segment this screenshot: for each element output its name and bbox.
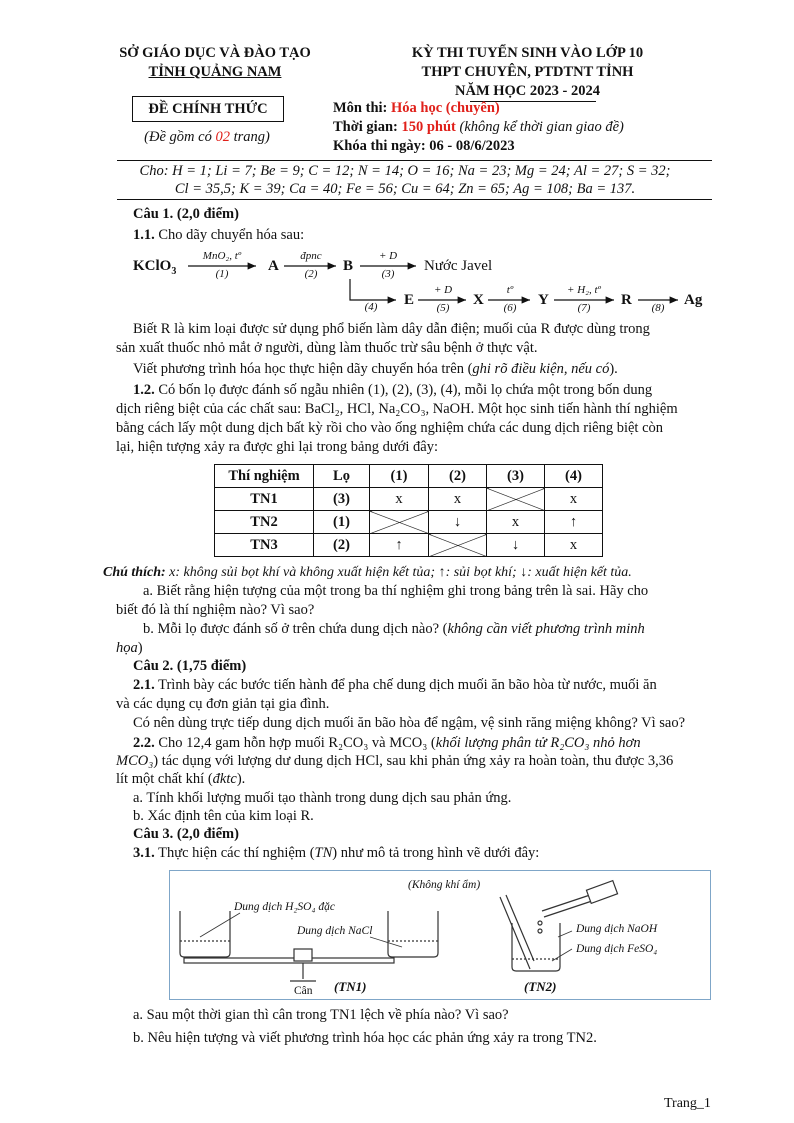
subject-line: Môn thi: Hóa học (chuyên) xyxy=(333,100,500,116)
table-cell: ↑ xyxy=(545,511,603,534)
q3-a: a. Sau một thời gian thì cân trong TN1 lệch về phía nào? Vì sao? xyxy=(133,1007,509,1023)
arrow5-bottom: (5) xyxy=(436,302,450,314)
label-h2so4: Dung dịch H₂SO₄ đặc xyxy=(234,901,335,913)
q2-1-line-3: Có nên dùng trực tiếp dung dịch muối ăn bão hòa để ngậm, vệ sinh răng miệng không? Vì sao? xyxy=(133,715,686,731)
scheme-B: B xyxy=(343,258,354,274)
time-line: Thời gian: 150 phút (không kể thời gian giao đề) xyxy=(333,119,624,135)
table-cell: x xyxy=(429,488,487,511)
table-cell: x xyxy=(545,488,603,511)
q1-b-line-1: b. Mỗi lọ được đánh số ở trên chứa dung dịch nào? (không cần viết phương trình minh xyxy=(143,621,645,637)
scheme-arrows xyxy=(0,0,794,330)
label-tn2: (TN2) xyxy=(524,979,557,994)
table-header: (2) xyxy=(429,465,487,488)
table-cell: TN2 xyxy=(215,511,314,534)
department-name: SỞ GIÁO DỤC VÀ ĐÀO TẠO xyxy=(119,45,311,61)
table-header: Thí nghiệm xyxy=(215,465,314,488)
table-row xyxy=(215,511,603,534)
q1-2-line-1: 1.2. Có bốn lọ được đánh số ngẫu nhiên (1), (2), (3), (4), mỗi lọ chứa một trong bốn dung xyxy=(133,382,653,398)
label-scale: Cân xyxy=(294,985,313,997)
table-header: (3) xyxy=(487,465,545,488)
table-cell: x xyxy=(545,534,603,557)
table-header: Lọ xyxy=(314,465,370,488)
q1-a-line-2: biết đó là thí nghiệm nào? Vì sao? xyxy=(116,602,315,618)
table-cell: ↓ xyxy=(429,511,487,534)
arrow7-top: + H₂, tº xyxy=(567,284,601,296)
q2-title: Câu 2. (1,75 điểm) xyxy=(133,658,247,674)
q1-r-hint-1: Biết R là kim loại được sử dụng phổ biến làm dây dẫn điện; muối của R được dùng trong xyxy=(133,321,650,337)
exam-title: KỲ THI TUYỂN SINH VÀO LỚP 10 xyxy=(411,45,644,61)
q2-2-line-3: lít một chất khí (đktc). xyxy=(116,771,246,787)
q1-b-line-2: họa) xyxy=(116,640,143,656)
q2-1-line-2: và các dụng cụ đơn giản tại gia đình. xyxy=(116,696,330,712)
label-humid-air: (Không khí ẩm) xyxy=(408,879,481,891)
scheme-Ag: Ag xyxy=(684,292,703,308)
scheme-A: A xyxy=(268,258,279,274)
q2-a: a. Tính khối lượng muối tạo thành trong dung dịch sau phản ứng. xyxy=(133,790,512,806)
q3-b: b. Nêu hiện tượng và viết phương trình hóa học các phản ứng xảy ra trong TN2. xyxy=(133,1030,597,1046)
scheme-Y: Y xyxy=(538,292,549,308)
table-cell: TN1 xyxy=(215,488,314,511)
q1-r-hint-2: sản xuất thuốc nhỏ mắt ở người, dùng làm thuốc trừ sâu bệnh ở thực vật. xyxy=(116,340,538,356)
arrow2-bottom: (2) xyxy=(304,268,318,280)
atomic-mass-line-1: Cho: H = 1; Li = 7; Be = 9; C = 12; N = 14; O = 16; Na = 23; Mg = 24; Al = 27; S = 32; xyxy=(139,163,671,179)
arrow3-bottom: (3) xyxy=(381,268,395,280)
province-name: TỈNH QUẢNG NAM xyxy=(148,64,282,80)
crossed-cell xyxy=(429,534,487,557)
table-cell: TN3 xyxy=(215,534,314,557)
label-tn1: (TN1) xyxy=(334,979,367,994)
arrow6-top: tº xyxy=(506,284,514,296)
q3-1-intro: 3.1. Thực hiện các thí nghiệm (TN) như mô tả trong hình vẽ dưới đây: xyxy=(133,845,540,861)
arrow3-top: + D xyxy=(378,250,398,262)
q1-write: Viết phương trình hóa học thực hiện dãy chuyển hóa trên (ghi rõ điều kiện, nếu có). xyxy=(133,361,618,377)
experiment-table xyxy=(214,464,603,557)
q2-2-line-2: MCO₃) tác dụng với lượng dư dung dịch HCl, sau khi phản ứng xảy ra hoàn toàn, thu được 3,36 xyxy=(116,753,674,769)
label-feso4: Dung dịch FeSO₄ xyxy=(576,943,658,955)
arrow1-top: MnO₂, tº xyxy=(202,250,242,262)
official-box: ĐỀ CHÍNH THỨC xyxy=(132,96,284,122)
arrow8-bottom: (8) xyxy=(651,302,665,314)
table-row xyxy=(215,488,603,511)
q2-1-line-1: 2.1. Trình bày các bước tiến hành để pha chế dung dịch muối ăn bão hòa từ nước, muối ăn xyxy=(133,677,657,693)
arrow6-bottom: (6) xyxy=(503,302,517,314)
table-header: (4) xyxy=(545,465,603,488)
table-header-row xyxy=(215,465,603,488)
table-cell: (1) xyxy=(314,511,370,534)
page-number: Trang_1 xyxy=(664,1096,711,1111)
table-cell: (2) xyxy=(314,534,370,557)
table-cell: ↑ xyxy=(370,534,429,557)
arrow7-bottom: (7) xyxy=(577,302,591,314)
table-legend: Chú thích: x: không sủi bọt khí và không xuất hiện kết tủa; ↑: sủi bọt khí; ↓: xuất hiện kết tủa. xyxy=(103,565,632,580)
table-cell: (3) xyxy=(314,488,370,511)
table-cell: x xyxy=(370,488,429,511)
q1-2-line-2: dịch riêng biệt của các chất sau: BaCl₂, HCl, Na₂CO₃, NaOH. Một học sinh tiến hành thí nghiệm xyxy=(116,401,678,417)
label-naoh: Dung dịch NaOH xyxy=(576,923,658,935)
pages-note: (Đề gồm có 02 trang) xyxy=(144,129,270,145)
scheme-X: X xyxy=(473,292,484,308)
table-header: (1) xyxy=(370,465,429,488)
exam-year: NĂM HỌC 2023 - 2024 xyxy=(455,83,600,99)
label-nacl: Dung dịch NaCl xyxy=(297,925,373,937)
q3-title: Câu 3. (2,0 điểm) xyxy=(133,826,239,842)
scheme-R: R xyxy=(621,292,632,308)
q1-title: Câu 1. (2,0 điểm) xyxy=(133,206,239,222)
conversion-scheme xyxy=(0,0,794,330)
crossed-cell xyxy=(370,511,429,534)
table-row xyxy=(215,534,603,557)
arrow1-bottom: (1) xyxy=(215,268,229,280)
q1-2-line-3: bằng cách lấy một dung dịch bất kỳ rồi cho vào ống nghiệm chứa các dung dịch riêng biệt còn xyxy=(116,420,664,436)
q1-a-line-1: a. Biết rằng hiện tượng của một trong ba thí nghiệm ghi trong bảng trên là sai. Hãy cho xyxy=(143,583,649,599)
scheme-kclo3: KClO$_3$ xyxy=(133,258,177,277)
q1-1-intro: 1.1. Cho dãy chuyển hóa sau: xyxy=(133,227,305,243)
arrow5-top: + D xyxy=(433,284,453,296)
experiment-figure xyxy=(169,870,711,1000)
exam-school: THPT CHUYÊN, PTDTNT TỈNH xyxy=(421,64,634,80)
scheme-javel: Nước Javel xyxy=(424,258,493,274)
crossed-cell xyxy=(487,488,545,511)
q2-b: b. Xác định tên của kim loại R. xyxy=(133,808,314,824)
table-cell: x xyxy=(487,511,545,534)
arrow4-bottom: (4) xyxy=(364,301,378,313)
arrow2-top: đpnc xyxy=(300,250,322,262)
date-line: Khóa thi ngày: 06 - 08/6/2023 xyxy=(333,138,515,154)
scheme-E: E xyxy=(404,292,415,308)
table-cell: ↓ xyxy=(487,534,545,557)
q2-2-line-1: 2.2. Cho 12,4 gam hỗn hợp muối R₂CO₃ và MCO₃ (khối lượng phân tử R₂CO₃ nhỏ hơn xyxy=(133,735,641,751)
atomic-mass-line-2: Cl = 35,5; K = 39; Ca = 40; Fe = 56; Cu = 64; Zn = 65; Ag = 108; Ba = 137. xyxy=(174,181,636,197)
q1-2-line-4: lại, hiện tượng xảy ra được ghi lại trong bảng dưới đây: xyxy=(116,439,439,455)
